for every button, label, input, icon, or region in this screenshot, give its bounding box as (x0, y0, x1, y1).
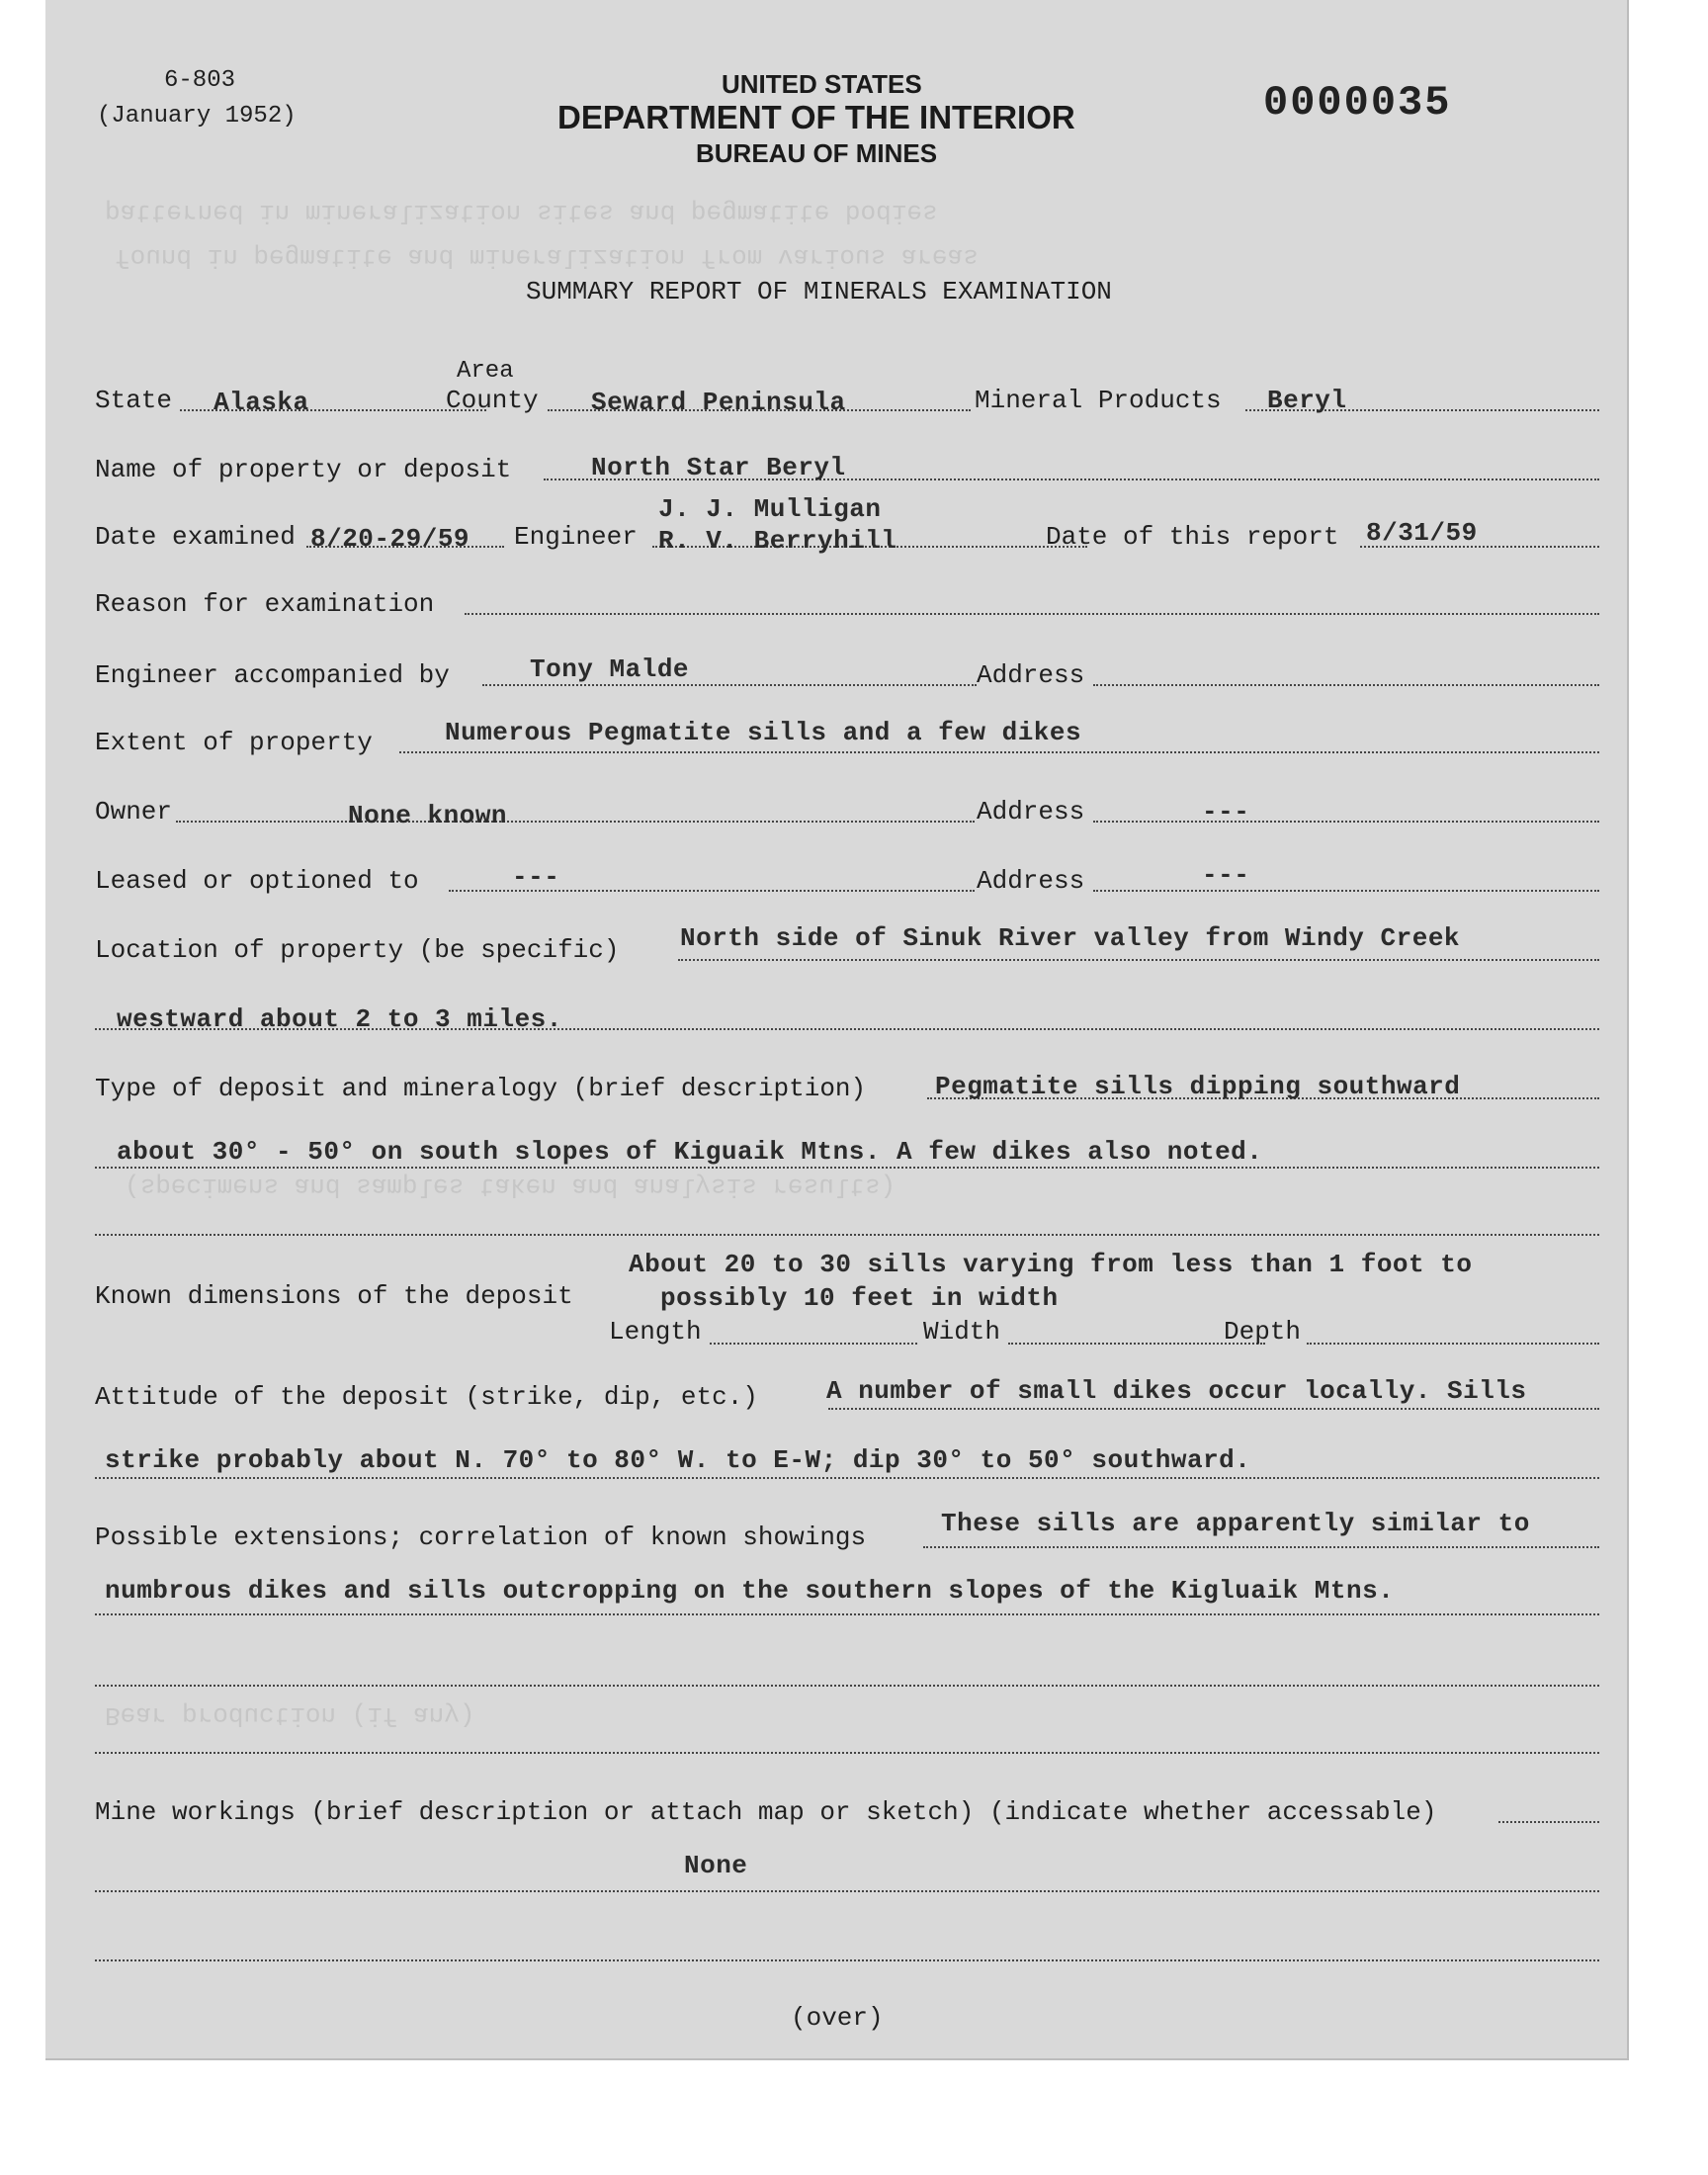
mine-workings-line-0 (1498, 1821, 1599, 1823)
mine-workings-label: Mine workings (brief description or attach map or sketch) (indicate whether accessable) (95, 1797, 1437, 1827)
owner-address-label: Address (977, 797, 1085, 826)
header-department: DEPARTMENT OF THE INTERIOR (557, 99, 1075, 135)
extent-line (399, 751, 1599, 753)
document-number: 0000035 (1263, 79, 1452, 127)
accompanied-address-label: Address (977, 660, 1085, 690)
form-number: 6-803 (164, 67, 236, 94)
form-page (45, 0, 1629, 2060)
over-note: (over) (791, 2003, 884, 2033)
date-examined-label: Date examined (95, 522, 296, 552)
reason-label: Reason for examination (95, 589, 435, 619)
form-date: (January 1952) (97, 103, 297, 130)
owner-address-value: --- (1202, 797, 1250, 826)
date-report-label: Date of this report (1046, 522, 1339, 552)
depth-line (1307, 1343, 1599, 1345)
property-name-value: North Star Beryl (591, 453, 846, 482)
bleed-through-text: patterned in mineralization sites and pegmatite bodies (105, 198, 938, 227)
state-value: Alaska (214, 388, 309, 417)
header-bureau: BUREAU OF MINES (696, 138, 938, 168)
type-value-2: about 30° - 50° on south slopes of Kiguaik Mtns. A few dikes also noted. (117, 1137, 1263, 1167)
owner-line (176, 821, 975, 823)
form-title: SUMMARY REPORT OF MINERALS EXAMINATION (526, 277, 1112, 306)
attitude-line-2 (95, 1477, 1599, 1479)
accompanied-line (482, 684, 977, 686)
accompanied-address-line (1093, 684, 1599, 686)
type-line-2 (95, 1167, 1599, 1169)
extensions-line-4 (95, 1752, 1599, 1754)
accompanied-value: Tony Malde (530, 654, 690, 684)
date-report-value: 8/31/59 (1366, 518, 1478, 548)
extensions-value-1: These sills are apparently similar to (941, 1509, 1530, 1538)
extensions-line-2 (95, 1613, 1599, 1615)
leased-address-value: --- (1202, 860, 1250, 890)
dimensions-value-1: About 20 to 30 sills varying from less than 1 foot to (629, 1250, 1473, 1279)
length-line (710, 1343, 917, 1345)
attitude-label: Attitude of the deposit (strike, dip, etc.) (95, 1382, 758, 1412)
length-label: Length (609, 1317, 702, 1347)
engineer-value-1: J. J. Mulligan (658, 494, 882, 524)
bleed-through-text: Bear production (if any) (105, 1700, 475, 1730)
dimensions-value-2: possibly 10 feet in width (660, 1283, 1059, 1313)
county-label: County (446, 386, 539, 415)
location-value-2: westward about 2 to 3 miles. (117, 1004, 562, 1034)
state-label: State (95, 386, 173, 415)
leased-address-line (1093, 890, 1599, 892)
width-label: Width (923, 1317, 1001, 1347)
type-label: Type of deposit and mineralogy (brief description) (95, 1074, 867, 1103)
date-examined-value: 8/20-29/59 (310, 524, 470, 554)
attitude-line-1 (828, 1408, 1599, 1410)
engineer-label: Engineer (514, 522, 638, 552)
property-name-label: Name of property or deposit (95, 455, 512, 484)
header-country: UNITED STATES (722, 69, 922, 99)
mineral-products-label: Mineral Products (975, 386, 1222, 415)
owner-value: None known (348, 801, 508, 830)
extensions-value-2: numbrous dikes and sills outcropping on the southern slopes of the Kigluaik Mtns. (105, 1576, 1395, 1606)
type-line-3 (95, 1234, 1599, 1236)
extent-label: Extent of property (95, 728, 373, 757)
location-value-1: North side of Sinuk River valley from Windy Creek (680, 923, 1461, 953)
bleed-through-text: found in pegmatite and mineralization from various areas (115, 242, 979, 272)
mine-workings-value: None (684, 1851, 748, 1880)
location-label: Location of property (be specific) (95, 935, 620, 965)
accompanied-label: Engineer accompanied by (95, 660, 450, 690)
engineer-value-2: R. V. Berryhill (658, 526, 897, 556)
area-label: Area (457, 358, 514, 385)
owner-address-line (1093, 821, 1599, 823)
leased-address-label: Address (977, 866, 1085, 896)
leased-value: --- (512, 862, 560, 892)
county-value: Seward Peninsula (591, 388, 846, 417)
mineral-products-value: Beryl (1267, 386, 1347, 415)
reason-line (465, 613, 1599, 615)
leased-label: Leased or optioned to (95, 866, 419, 896)
extensions-line-1 (923, 1546, 1599, 1548)
mine-workings-line-1 (95, 1890, 1599, 1892)
attitude-value-2: strike probably about N. 70° to 80° W. to E-W; dip 30° to 50° southward. (105, 1445, 1251, 1475)
bleed-through-text: (specimens and samples taken and analysis results) (125, 1172, 897, 1201)
mine-workings-line-2 (95, 1959, 1599, 1961)
depth-label: Depth (1224, 1317, 1302, 1347)
extensions-line-3 (95, 1685, 1599, 1687)
owner-label: Owner (95, 797, 173, 826)
type-value-1: Pegmatite sills dipping southward (935, 1072, 1461, 1101)
extent-value: Numerous Pegmatite sills and a few dikes (445, 718, 1082, 747)
location-line-1 (678, 959, 1599, 961)
attitude-value-1: A number of small dikes occur locally. Sills (826, 1376, 1527, 1406)
dimensions-label: Known dimensions of the deposit (95, 1281, 573, 1311)
extensions-label: Possible extensions; correlation of known showings (95, 1522, 867, 1552)
